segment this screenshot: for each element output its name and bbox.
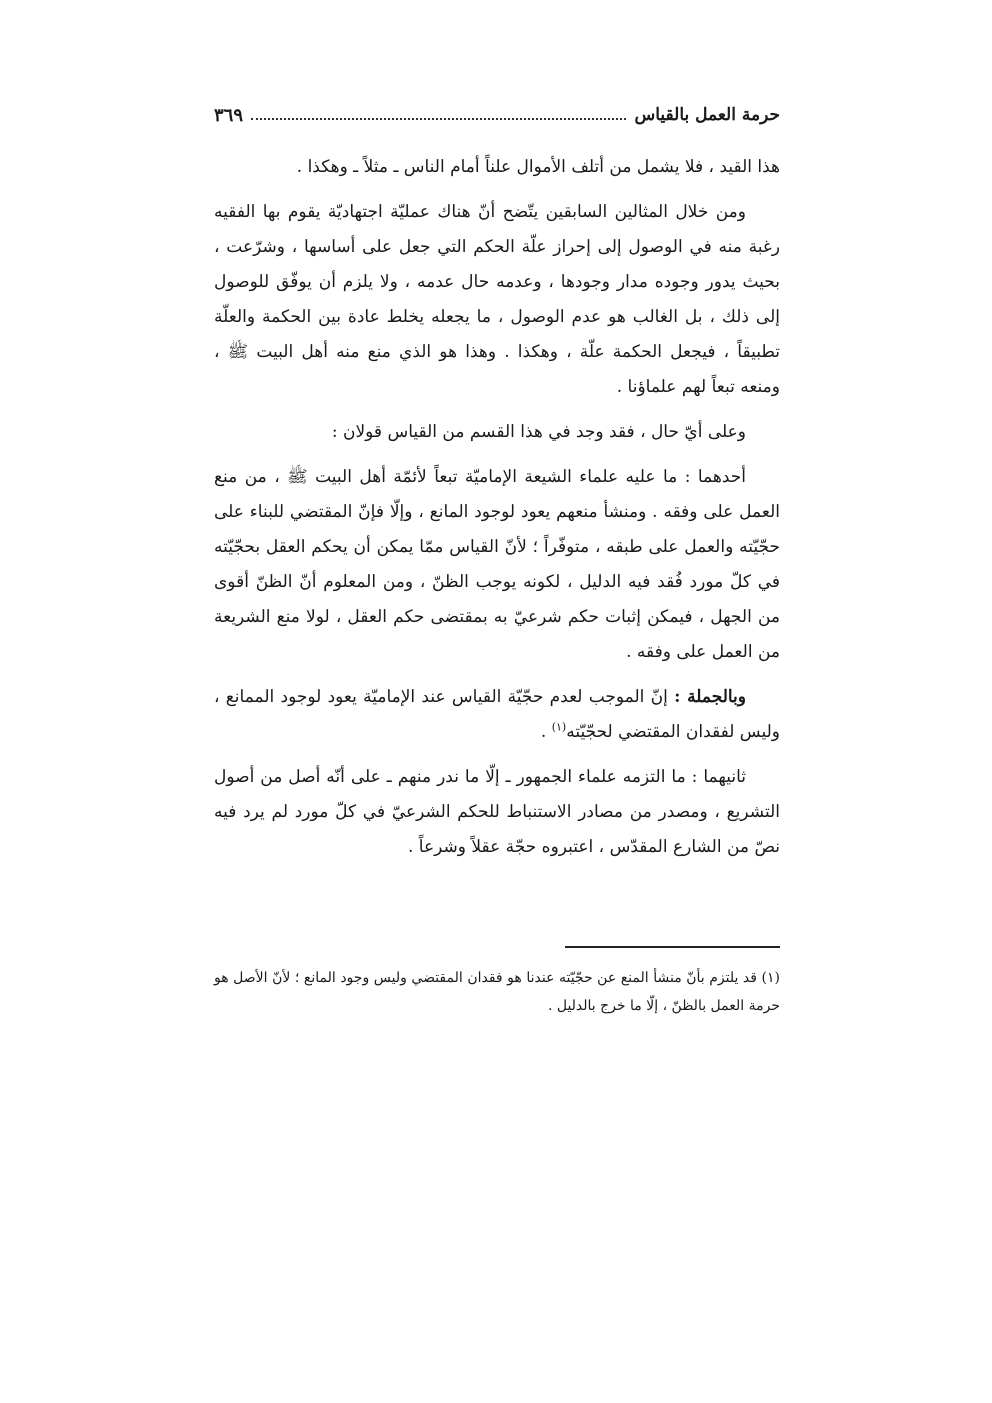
- body-text: [214, 150, 780, 875]
- footnote: [214, 964, 780, 1020]
- paragraph-summary: [214, 680, 780, 750]
- summary-text: إنّ الموجب لعدم حجّيّة القياس عند الإماميّة يعود لوجود الممانع ، وليس لفقدان المقتضي لحجّيّته: [214, 687, 780, 742]
- footnote-separator: [565, 946, 780, 948]
- paragraph-5: ثانيهما : ما التزمه علماء الجمهور ـ إلّا ما ندر منهم ـ على أنّه أصل من أصول التشريع ، ومصدر من مصادر الاستنباط للحكم الشرعيّ في كلّ مورد لم يرد فيه نصّ من الشارع المقدّس ، اعتبروه حجّة عقلاً وشرعاً .: [214, 767, 780, 857]
- page-number: ٣٦٩: [214, 104, 244, 126]
- running-header: [214, 100, 780, 130]
- footnote-text: قد يلتزم بأنّ منشأ المنع عن حجّيّته عندنا هو فقدان المقتضي وليس وجود المانع ؛ لأنّ الأصل هو حرمة العمل بالظنّ ، إلّا ما خرج بالدليل .: [214, 970, 780, 1014]
- summary-end: .: [540, 722, 547, 742]
- paragraph-4: أحدهما : ما عليه علماء الشيعة الإماميّة تبعاً لأئمّة أهل البيت ﷺ ، من منع العمل على وفقه . ومنشأ منعهم يعود لوجود المانع ، وإلّا فإنّ المقتضي للبناء على حجّيّته والعمل على طبقه ، متوفّراً ؛ لأنّ القياس ممّا يمكن أن يحكم العقل بحجّيّته في كلّ مورد فُقد فيه الدليل ، لكونه يوجب الظنّ ، ومن المعلوم أنّ الظنّ أقوى من الجهل ، فيمكن إثبات حكم شرعيّ به بمقتضى حكم العقل ، لولا منع الشريعة من العمل على وفقه .: [214, 467, 780, 662]
- paragraph-1: هذا القيد ، فلا يشمل من أتلف الأموال علناً أمام الناس ـ مثلاً ـ وهكذا .: [296, 157, 780, 177]
- summary-label: وبالجملة :: [674, 687, 746, 707]
- footnote-number: (١): [761, 970, 781, 986]
- paragraph-2: ومن خلال المثالين السابقين يتّضح أنّ هناك عمليّة اجتهاديّة يقوم بها الفقيه رغبة منه في الوصول إلى إحراز علّة الحكم التي جعل على أساسها ، وشرّعت ، بحيث يدور وجوده مدار وجودها ، وعدمه حال عدمه ، ولا يلزم أن يوفّق للوصول إلى ذلك ، بل الغالب هو عدم الوصول ، ما يجعله يخلط عادة بين الحكمة والعلّة تطبيقاً ، فيجعل الحكمة علّة ، وهكذا . وهذا هو الذي منع منه أهل البيت ﷺ ، ومنعه تبعاً لهم علماؤنا .: [214, 202, 780, 397]
- paragraph-3: وعلى أيّ حال ، فقد وجد في هذا القسم من القياس قولان :: [331, 422, 746, 442]
- footnote-reference[interactable]: (١): [551, 720, 567, 734]
- header-leader-dots: [251, 118, 626, 120]
- header-title: حرمة العمل بالقياس: [634, 105, 780, 125]
